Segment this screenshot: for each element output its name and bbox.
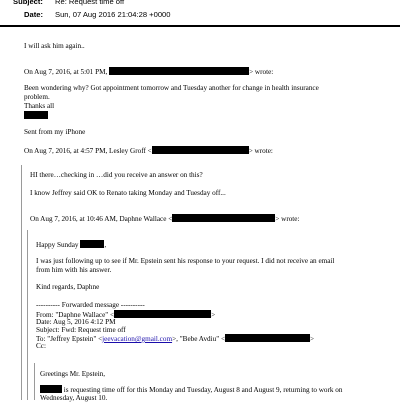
redacted-block [80, 240, 107, 249]
attribution-prefix: On Aug 7, 2016, at 5:01 PM, [24, 68, 110, 76]
message-text: problem. [24, 93, 50, 101]
date-value: Sun, 07 Aug 2016 21:04:28 +0000 [55, 10, 171, 19]
subject-label: Subject: [13, 0, 43, 6]
message-attribution [24, 67, 273, 77]
message-attribution [30, 214, 300, 224]
attribution-suffix: > wrote: [249, 68, 274, 76]
forward-cc: Cc: [36, 342, 46, 350]
message-text: Wednesday, August 10. [40, 394, 108, 402]
to-suffix: > [310, 335, 315, 343]
header-divider [0, 25, 400, 27]
attribution-suffix: > wrote: [275, 215, 300, 223]
quote-bar [34, 363, 35, 400]
from-prefix: From: "Daphne Wallace" < [36, 311, 115, 319]
email-link[interactable]: jeevacation@gmail.com [102, 335, 173, 343]
redacted-signature [24, 111, 48, 121]
message-text: I was just following up to see if Mr. Epstein sent his response to your request. I did not receive an email [36, 257, 335, 265]
message-text: from him with his answer. [36, 266, 112, 274]
quote-bar [21, 165, 22, 400]
redacted-block [40, 385, 62, 393]
forward-date: Date: Aug 5, 2016 4:12 PM [36, 318, 116, 326]
forwarded-divider: ---------- Forwarded message ---------- [36, 301, 145, 309]
redacted-block [225, 334, 310, 342]
message-text: I know Jeffrey said OK to Renato taking Monday and Tuesday off... [30, 189, 226, 197]
redacted-block [152, 146, 249, 154]
greeting-end: , [104, 241, 107, 249]
message-attribution [24, 146, 273, 156]
attribution-prefix: On Aug 7, 2016, at 10:46 AM, Daphne Wallace < [30, 215, 173, 223]
greeting [36, 240, 106, 250]
sent-from: Sent from my iPhone [24, 128, 86, 136]
attribution-suffix: > wrote: [248, 147, 273, 155]
message-text: Been wondering why? Got appointment tomorrow and Tuesday another for change in health insurance [24, 84, 319, 92]
forward-subject: Subject: Fwd: Request time off [36, 326, 126, 334]
attribution-prefix: On Aug 7, 2016, at 4:57 PM, Lesley Groff < [24, 147, 152, 155]
to-prefix: To: "Jeffrey Epstein" < [36, 335, 103, 343]
greeting-text: Happy Sunday [36, 241, 81, 249]
message-text: HI there…checking in …did you receive an answer on this? [30, 171, 203, 179]
message-text: Thanks all [24, 102, 55, 110]
redacted-block [172, 214, 275, 222]
regards: Kind regards, Daphne [36, 283, 100, 291]
from-suffix: > [211, 311, 216, 319]
quote-bar [27, 230, 28, 400]
redacted-block [114, 310, 211, 318]
reply-text: I will ask him again.. [24, 42, 85, 50]
subject-value: Re: Request time off [55, 0, 125, 6]
redacted-block [109, 67, 249, 75]
to-mid: >, "Bebe Avdiu" < [172, 335, 226, 343]
request-text: is requesting time off for this Monday and Tuesday, August 8 and August 9, returning to work on [62, 386, 343, 394]
greeting: Greetings Mr. Epstein, [40, 370, 106, 378]
forward-to [36, 334, 314, 344]
date-label: Date: [24, 10, 43, 19]
